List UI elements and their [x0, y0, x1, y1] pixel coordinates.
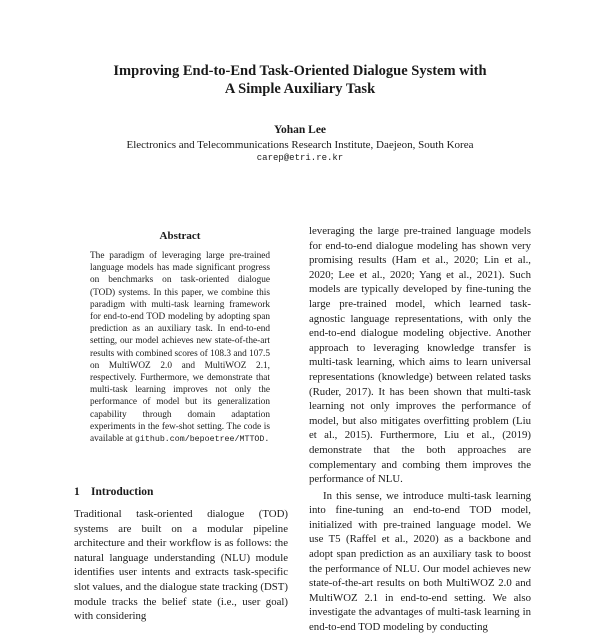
author-affiliation: Electronics and Telecommunications Research Institute, Daejeon, South Korea [126, 139, 474, 151]
title-line-2: A Simple Auxiliary Task [224, 81, 376, 97]
introduction-heading [74, 486, 153, 498]
section-number: 1 [74, 486, 80, 498]
abstract-text: The paradigm of leveraging large pre-trained language models has made significant progress on benchmarks on task-oriented dialogue (TOD) systems. In this paper, we combine this paradigm with multi-task learning framework for end-to-end TOD modeling by adopting span prediction as an auxiliary task. In end-to-end setting, our model achieves new state-of-the-art results with combined scores of 108.3 and 107.5 on MultiWOZ 2.0 and MultiWOZ 2.1, respectively. Furthermore, we demonstrate that multi-task learning improves not only the performance of model but its generalization capability through domain adaptation experiments in the few-shot setting. The code is available at [90, 251, 270, 445]
intro-paragraph-1: leveraging the large pre-trained language models for end-to-end dialogue modeling has shown very promising results (Ham et al., 2020; Lin et al., 2020; Lee et al., 2020; Yang et al., 2021). Such models are typically developed by fine-tuning the large pre-trained model, which learned task-agnostic language representations, with only the end-to-end dialogue modeling objective. Another approach to leveraging knowledge transfer is multi-task learning, which aims to learn universal representations (knowledge) between related tasks (Ruder, 2017). It has been shown that multi-task learning not only improves the performance of model, but also mitigates overfitting problem (Liu et al., 2015). Furthermore, Liu et al., (2019) demonstrate that the both approaches are complementary and combing them improves the performance of NLU. [309, 225, 531, 486]
intro-paragraph-2: In this sense, we introduce multi-task learning into fine-tuning an end-to-end TOD model, initialized with pre-trained language model. We use T5 (Raffel et al., 2020) as a backbone and adopt span prediction as an auxiliary task to boost the performance of NLU. Our model achieves new state-of-the-art results on both MultiWOZ 2.0 and MultiWOZ 2.1 in end-to-end setting. We also investigate the advantages of multi-task learning in end-to-end TOD modeling by conducting [309, 489, 531, 634]
abstract-body [90, 250, 270, 446]
intro-column-2 [309, 224, 531, 635]
code-url-link[interactable]: github.com/bepoetree/MTTOD. [134, 435, 270, 445]
abstract-heading: Abstract [159, 230, 201, 242]
title-line-1: Improving End-to-End Task-Oriented Dialogue System with [113, 63, 487, 79]
paper-title [0, 62, 600, 98]
author-email: carep@etri.re.kr [256, 153, 344, 163]
section-title: Introduction [91, 486, 154, 498]
author-name: Yohan Lee [273, 124, 327, 136]
intro-column-1: Traditional task-oriented dialogue (TOD) systems are built on a modular pipeline architecture and their workflow is as follows: the natural language understanding (NLU) module identifies user intents and extracts task-specific slot values, and the dialogue state tracking (DST) module tracks the belief state (i.e., user goal) with considering [74, 508, 288, 623]
